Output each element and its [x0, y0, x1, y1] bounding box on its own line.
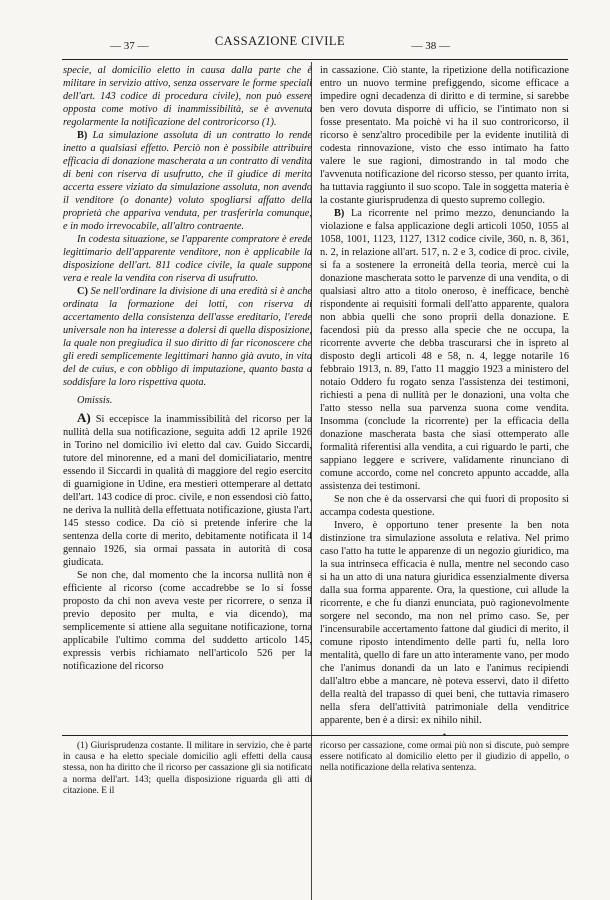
header-rule [62, 59, 568, 60]
decision-b-second: Se non che è da osservarsi che qui fuori di proposito si accampa codesta questione. [320, 494, 569, 518]
maxim-a-continuation: specie, al domicilio eletto in causa dalla parte che è militare in servizio attivo, senza osservare le forme speciali dell'art. 143 codice di procedura civile), non può essere opposta come motivo di inammissibilità, se è avvenuta regolarmente la notificazione del controricorso (1). [63, 65, 312, 128]
right-column [320, 64, 569, 742]
footnote-1-text: (1) Giurisprudenza costante. Il militare in servizio, che è parte in causa e ha eletto speciale domicilio agli effetti della causa stessa, non ha diritto che il ricorso per cassazione gli sia notificato a norma dell'art. 143; quella disposizione riguarda gli atti di citazione. E il [63, 741, 312, 796]
decision-a-text: Si eccepisce la inammissibilità del ricorso per la nullità della sua notificazione, seguita addì 12 aprile 1926 in Torino nel domicilio ivi eletto dal cav. Guido Siccardi, tutore del minorenne, ed a mani del domiciliatario, mentre essendo il Siccardi in qualità di maggiore del regio esercito di guarnigione in Udine, era mestieri ottemperare al dettato dell'art. 143 codice di proc. civile, e non essendosi ciò fatto, ne deriva la nullità della effettuata notificazione, giusta l'art. 145 stesso codice. Da ciò si pretende inferire che la sentenza della corte di merito, debitamente notificata il 14 gennaio 1926, sia ormai passata in autorità di cosa giudicata. [63, 414, 312, 568]
decision-a [63, 411, 312, 569]
maxim-b-second: In codesta situazione, se l'apparente compratore è erede legittimario dell'apparente venditore, non è applicabile la disposizione dell'art. 811 codice civile, la quale suppone vera e reale la vendita con riserva di usufrutto. [63, 234, 312, 284]
maxim-c-text: Se nell'ordinare la divisione di una eredità si è anche ordinata la formazione dei lotti, con riserva di accertamento della consistenza dell'asse ereditario, l'erede universale non ha interesse a dolersi di quella disposizione, la quale non pregiudica il suo diritto di far riconoscere che gli eredi semplicemente legittimari hanno già avuto, in vita del de cuius, e con obbligo di imputazione, quanto basta a soddisfare la loro rispettiva quota. [63, 286, 313, 388]
footnote-left [63, 741, 312, 797]
decision-b [320, 207, 569, 493]
page-header [110, 34, 450, 56]
maxim-b [63, 129, 312, 233]
decision-b-third: Invero, è opportuno tener presente la ben nota distinzione tra simulazione assoluta e relativa. Nel primo caso l'atto ha tutte le apparenze di un negozio giuridico, ma la sua intrinseca efficacia è nulla, mentre nel secondo caso si ha un atto di una natura giuridica essenzialmente diversa dalla sua forma apparente. Ora, la questione, cui allude la ricorrente, e che fu dianzi enunciata, può ragionevolmente sorgere nel secondo, ma non nel primo caso. Se, per l'incensurabile accertamento fattone dal giudici di merito, il comune riposto intendimento delle parti fu, nella loro mentalità, quello di fare un atto interamente vano, per modo che l'animus donandi da un lato e l'animus recipiendi dall'altro ebbe a mancare, nè poteva esservi, dato il difetto della realtà del trapasso di quei beni, che tuttavia rimasero nella sfera dell'attività patrimoniale della venditrice apparente, ben è a dirsi: ex nihilo nihil. [320, 520, 569, 726]
footnote-right [320, 741, 569, 775]
decision-b-label: B) [334, 208, 345, 219]
maxim-c [63, 285, 312, 389]
decision-a-label: A) [77, 410, 91, 425]
decision-a-second: Se non che, dal momento che la incorsa nullità non è efficiente al ricorso (come accadrebbe se lo si fosse proposto da chi non aveva veste per ricorrere, o senza il previo deposito per multa, e via dicendo), ma semplicemente si attiene alla seguitane notificazione, torna applicabile l'ultimo comma del suddetto articolo 145, expressis verbis richiamato nell'articolo 526 per la notificazione del ricorso [63, 570, 312, 672]
decision-b-text: La ricorrente nel primo mezzo, denunciando la violazione e falsa applicazione degli articoli 1050, 1055 al 1058, 1001, 1123, 1127, 1312 codice civile, 360, n. 8, 361, n. 2, in relazione all'art. 517, n. 2 e 3, codice di proc. civile, si fa a sostenere la erroneità della teoria, mercè cui la donazione mascherata sotto le parvenze di una vendita, o di qualsiasi altro atto a titolo oneroso, è inefficace, benchè rispondente ai requisiti formali dell'atto apparente, qualora non abbia quelli che sono proprii della donazione. E facendosi più da presso alla specie che ne occupa, la ricorrente avverte che debba trascurarsi che in ispreto al disposto degli articoli 48 e 58, n. 4, legge notarile 16 febbraio 1913, n. 89, l'atto 11 maggio 1923 a ministero del notaio Oddero fu rogato senza l'assistenza dei testimoni, richiesti a pena di nullità per le donazioni, una volta che l'atto stesso nella sua parvenza suona come vendita. Insomma (conclude la ricorrente) per la efficacia della donazione mascherata basta che siasi ottemperato alle formalità riferentisi alla vendita, a cui riguardo le parti, che sappiano leggere e scrivere, validamente rinunciano di comune accordo, come nel concreto appunto accadde, alla assistenza dei testimoni. [320, 208, 569, 492]
left-column [63, 64, 312, 673]
footnote-rule [62, 735, 568, 736]
end-bullet-mark: • [442, 730, 447, 740]
maxim-b-text: La simulazione assoluta di un contratto lo rende inetto a qualsiasi effetto. Perciò non è possibile attribuire efficacia di donazione mascherata a un contratto di vendita di beni con riserva di usufrutto, che il giudice di merito accerta essere viziato da simulazione assoluta, non avendo il venditore (o donante) voluto spogliarsi affatto della proprietà che appariva venduta, per trasferirla comunque, e in modo irrevocabile, all'altro contraente. [63, 130, 312, 232]
footnote-1-continuation: ricorso per cassazione, come ormai più non si discute, può sempre essere notificato al domicilio eletto per il giudizio di appello, o nella notificazione della relativa sentenza. [320, 741, 569, 774]
maxim-b-label: B) [77, 130, 88, 141]
decision-a-continuation: in cassazione. Ciò stante, la ripetizione della notificazione entro un nuovo termine prefiggendo, sicome efficace a impedire ogni decadenza di diritto e di termine, si sarebbe ben vero dovuta disporre di ufficio, se l'intimato non si fosse presentato. Ma poichè vi ha il suo controricorso, il ricorso è senz'altro procedibile per la evidente inutilità di codesta rinnovazione, visto che esso intimato ha fatto valere le sue ragioni, dimostrando in tal modo che l'avvenuta notificazione del ricorso stesso, per quanto irrita, ha tuttavia raggiunto il suo scopo. Tale in soggetta materia è la costante giurisprudenza di questo supremo collegio. [320, 65, 569, 206]
running-title: CASSAZIONE CIVILE [214, 34, 346, 48]
omissis: Omissis. [77, 395, 113, 406]
maxim-c-label: C) [77, 286, 88, 297]
page-number-right: — 38 — [411, 40, 450, 52]
page-number-left: — 37 — [110, 40, 149, 52]
